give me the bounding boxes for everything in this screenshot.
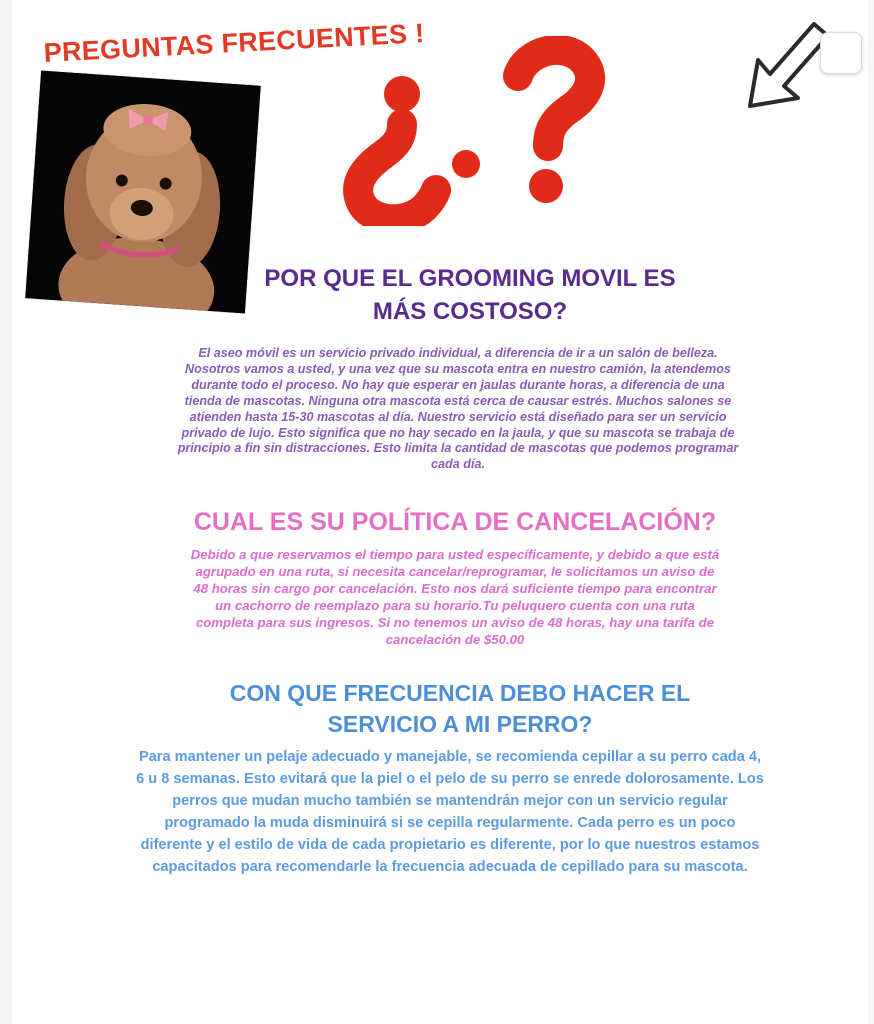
select-checkbox[interactable] xyxy=(820,32,862,74)
heading-line: CON QUE FRECUENCIA DEBO HACER EL xyxy=(229,680,691,706)
section-heading-frequency xyxy=(150,678,770,740)
section-body-cancellation: Debido a que reservamos el tiempo para usted específicamente, y debido a que está agrupado en una ruta, si necesita cancelar/reprogramar, le solicitamos un aviso de 48 horas sin cargo por cancelación. Esto nos dará suficiente tiempo para encontrar un cachorro de reemplazo para su horario.Tu peluquero cuenta con una ruta completa para sus ingresos. Si no tenemos un aviso de 48 horas, hay una tarifa de cancelación de $50.00 xyxy=(190,547,720,647)
heading-line: POR QUE EL GROOMING MOVIL ES xyxy=(264,265,676,292)
page-edge-left xyxy=(0,0,12,1024)
section-body-cost: El aseo móvil es un servicio privado individual, a diferencia de ir a un salón de belleza. Nosotros vamos a usted, y una vez que su mascota entra en nuestro camión, la atendemos durante todo el proceso. No hay que esperar en jaulas durante horas, a diferencia de una tienda de mascotas. Ninguna otra mascota está cerca de causar estrés. Muchos salones se atienden hasta 15-30 mascotas al día. Nuestro servicio está diseñado para ser un servicio privado de lujo. Esto significa que no hay secado en la jaula, y que su mascota se trabaja de principio a fin sin distracciones. Esto limita la cantidad de mascotas que podemos programar cada día. xyxy=(177,346,739,472)
page-title: PREGUNTAS FRECUENTES ! xyxy=(42,18,426,68)
heading-line: MÁS COSTOSO? xyxy=(372,298,568,325)
heading-line: SERVICIO A MI PERRO? xyxy=(327,711,593,737)
section-heading-cancellation xyxy=(110,506,800,538)
section-body-frequency: Para mantener un pelaje adecuado y manejable, se recomienda cepillar a su perro cada 4, 6 u 8 semanas. Esto evitará que la piel o el pelo de su perro se enrede dolorosamente. Los perros que mudan mucho también se mantendrán mejor con un servicio regular programado la muda disminuirá si se cepilla regularmente. Cada perro es un poco diferente y el estilo de vida de cada propietario es diferente, por lo que nuestros estamos capacitados para recomendarle la frecuencia adecuada de cepillado para su mascota. xyxy=(136,749,764,875)
heading-line: CUAL ES SU POLÍTICA DE CANCELACIÓN? xyxy=(193,508,717,536)
question-marks-graphic xyxy=(340,36,620,226)
section-heading-cost xyxy=(200,262,740,328)
page-edge-right xyxy=(868,0,874,1024)
